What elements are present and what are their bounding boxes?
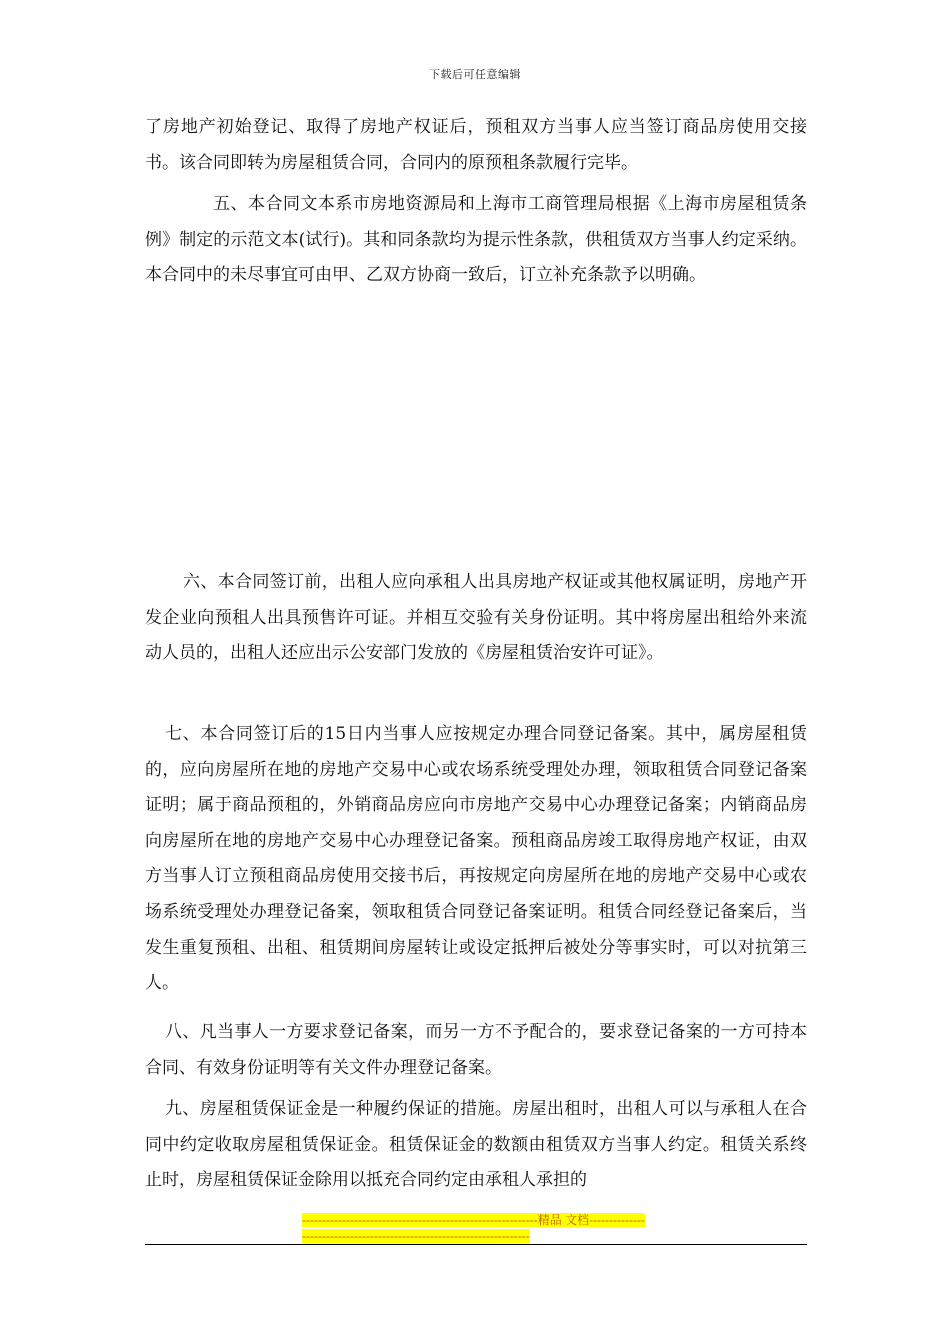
paragraph-text: 七、本合同签订后的15日内当事人应按规定办理合同登记备案。其中，属房屋租赁的，应向房屋所在地的房地产交易中心或农场系统受理处办理，领取租赁合同登记备案证明；属于商品预租的，外销商品房应向市房地产交易中心办理登记备案；内销商品房向房屋所在地的房地产交易中心办理登记备案。预租商品房竣工取得房地产权证，由双方当事人订立预租商品房使用交接书后，再按规定向房屋所在地的房地产交易中心或农场系统受理处办理登记备案，领取租赁合同登记备案证明。租赁合同经登记备案后，当发生重复预租、出租、租赁期间房屋转让或设定抵押后被处分等事实时，可以对抗第三人。 [145, 724, 807, 994]
paragraph-text: 五、本合同文本系市房地资源局和上海市工商管理局根据《上海市房屋租赁条例》制定的示范文本(试行)。其和同条款均为提示性条款，供租赁双方当事人约定采纳。本合同中的未尽事宜可由甲、乙双方协商一致后，订立补充条款予以明确。 [145, 194, 807, 286]
page-header: 下载后可任意编辑 [429, 68, 521, 81]
paragraph-7 [145, 717, 807, 1002]
paragraph-8 [145, 1015, 807, 1086]
paragraph-text: 六、本合同签订前，出租人应向承租人出具房地产权证或其他权属证明，房地产开发企业向预租人出具预售许可证。并相互交验有关身份证明。其中将房屋出租给外来流动人员的，出租人还应出示公安部门发放的《房屋租赁治安许可证》。 [145, 572, 807, 664]
paragraph-5 [145, 187, 807, 294]
footer-marker-text: -----------------------------------------------------------精品 文档----------------------------------------------------------------------- [302, 1213, 646, 1243]
paragraph-text: 了房地产初始登记、取得了房地产权证后，预租双方当事人应当签订商品房使用交接书。该合同即转为房屋租赁合同，合同内的原预租条款履行完毕。 [145, 117, 807, 173]
paragraph-6 [145, 565, 807, 672]
paragraph-continuation [145, 110, 807, 181]
footer-watermark-text [302, 1212, 647, 1244]
footer-divider [145, 1244, 807, 1245]
paragraph-text: 九、房屋租赁保证金是一种履约保证的措施。房屋出租时，出租人可以与承租人在合同中约定收取房屋租赁保证金。租赁保证金的数额由租赁双方当事人约定。租赁关系终止时，房屋租赁保证金除用以抵充合同约定由承租人承担的 [145, 1099, 807, 1191]
paragraph-text: 八、凡当事人一方要求登记备案，而另一方不予配合的，要求登记备案的一方可持本合同、有效身份证明等有关文件办理登记备案。 [145, 1022, 807, 1078]
paragraph-9 [145, 1092, 807, 1199]
